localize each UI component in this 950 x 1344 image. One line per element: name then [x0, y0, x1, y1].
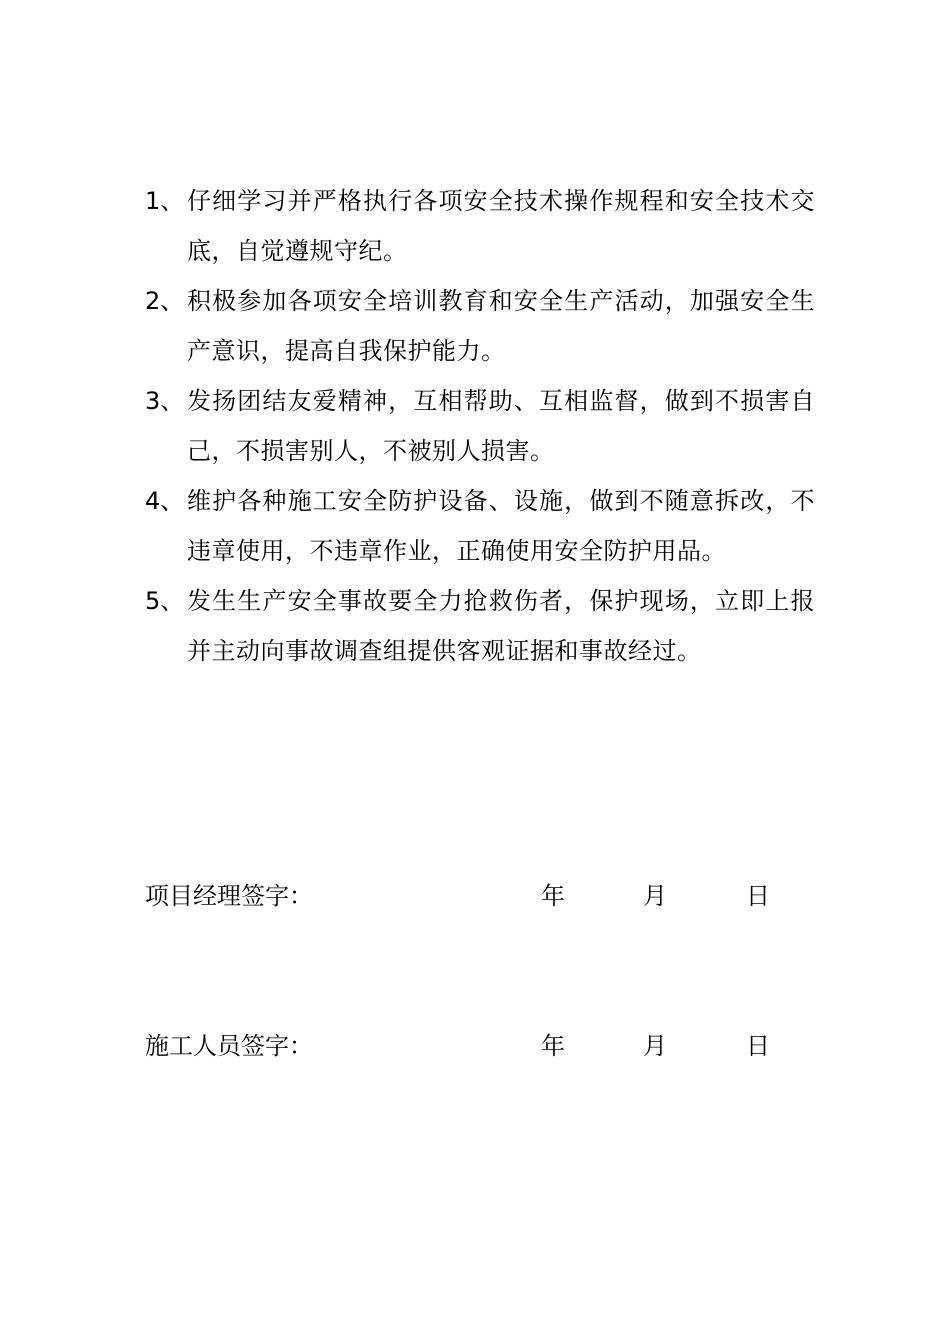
rule-number: 1、: [145, 187, 185, 215]
rule-item-2: [145, 276, 815, 376]
rule-text: 仔细学习并严格执行各项安全技术操作规程和安全技术交底，自觉遵规守纪。: [187, 187, 815, 265]
signature-label: 施工人员签字：: [145, 1032, 313, 1060]
rule-item-5: [145, 576, 815, 676]
rule-text: 维护各种施工安全防护设备、设施，做到不随意拆改，不违章使用，不违章作业，正确使用安全防护用品。: [187, 487, 815, 565]
rule-number: 3、: [145, 387, 185, 415]
rule-item-4: [145, 476, 815, 576]
rule-number: 4、: [145, 487, 185, 515]
date-month-label: 月: [643, 882, 667, 910]
rule-number: 5、: [145, 587, 185, 615]
rule-text: 发扬团结友爱精神，互相帮助、互相监督，做到不损害自己，不损害别人，不被别人损害。: [187, 387, 815, 465]
date-year-label: 年: [541, 1032, 565, 1060]
date-month-label: 月: [643, 1032, 667, 1060]
rule-text: 积极参加各项安全培训教育和安全生产活动，加强安全生产意识，提高自我保护能力。: [187, 287, 815, 365]
date-day-label: 日: [746, 1032, 770, 1060]
signature-label: 项目经理签字：: [145, 882, 313, 910]
date-year-label: 年: [541, 882, 565, 910]
signature-row-construction-staff: [145, 1026, 825, 1066]
rule-number: 2、: [145, 287, 185, 315]
signature-row-project-manager: [145, 876, 825, 916]
date-day-label: 日: [746, 882, 770, 910]
rule-item-3: [145, 376, 815, 476]
rule-item-1: [145, 176, 815, 276]
rules-list: [145, 176, 815, 676]
rule-text: 发生生产安全事故要全力抢救伤者，保护现场，立即上报并主动向事故调查组提供客观证据和事故经过。: [187, 587, 815, 665]
